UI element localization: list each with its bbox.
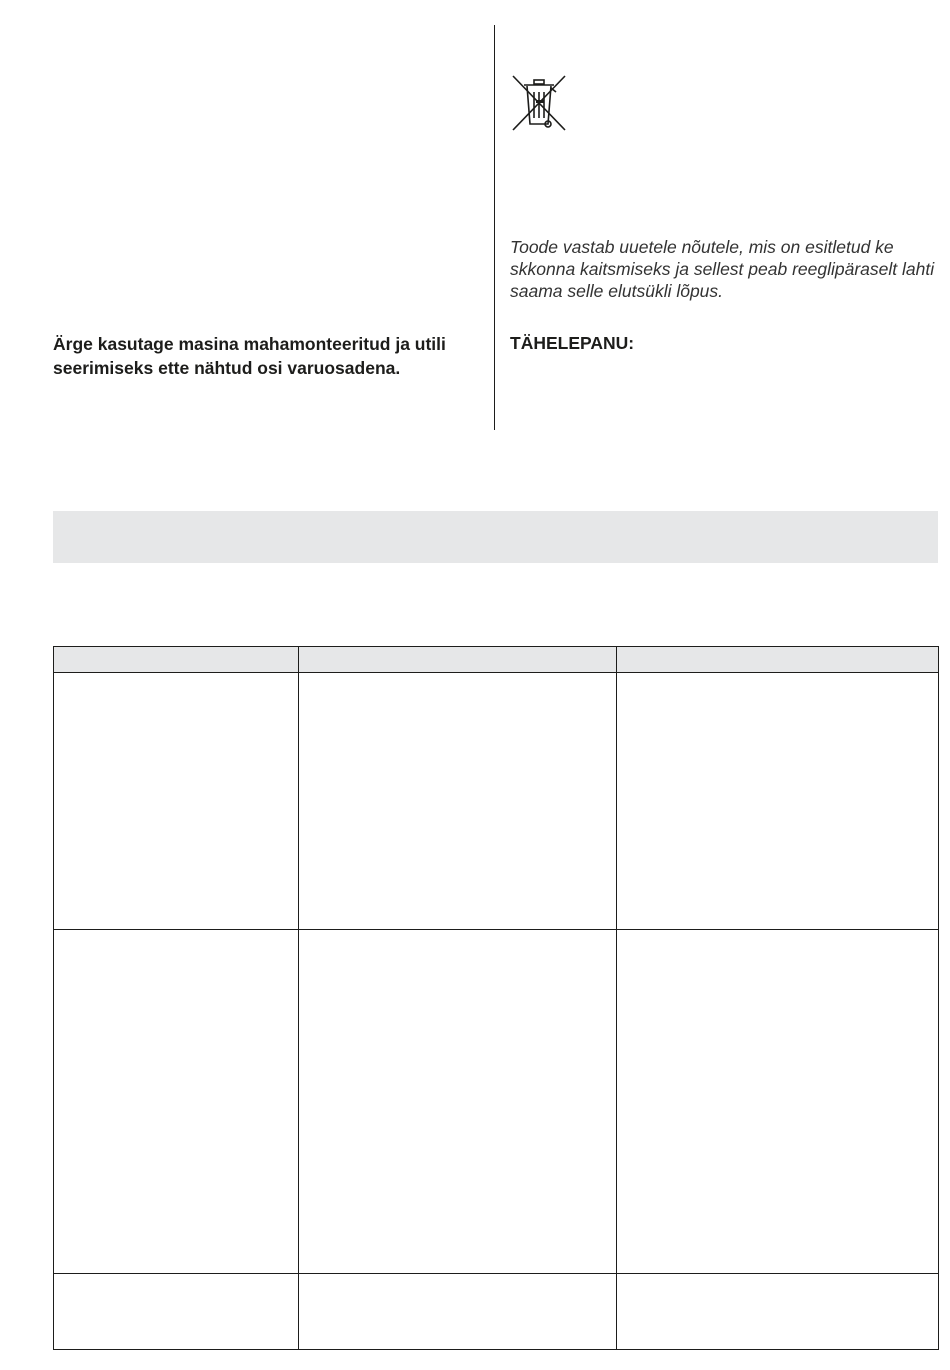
table-row bbox=[54, 1274, 939, 1350]
table-cell bbox=[299, 1274, 617, 1350]
attention-heading: TÄHELEPANU: bbox=[510, 333, 635, 353]
table-cell bbox=[617, 930, 939, 1274]
troubleshooting-table bbox=[53, 646, 939, 1350]
crossed-out-wheelie-bin-icon bbox=[508, 72, 570, 134]
table-cell bbox=[617, 1274, 939, 1350]
table-cell bbox=[54, 1274, 299, 1350]
table-cell bbox=[299, 673, 617, 930]
table-header-cell bbox=[299, 647, 617, 673]
table-header-cell bbox=[617, 647, 939, 673]
table-cell bbox=[299, 930, 617, 1274]
table-row bbox=[54, 930, 939, 1274]
table-header-cell bbox=[54, 647, 299, 673]
disposal-note: Toode vastab uuetele nõutele, mis on esitletud ke skkonna kaitsmiseks ja sellest peab reeglipäraselt lahti saama selle elutsükli lõpus. bbox=[510, 237, 935, 301]
table-cell bbox=[54, 673, 299, 930]
column-divider bbox=[494, 25, 495, 430]
table-header-row bbox=[54, 647, 939, 673]
table-row bbox=[54, 673, 939, 930]
table-cell bbox=[54, 930, 299, 1274]
section-title-band bbox=[53, 511, 938, 563]
spare-parts-warning: Ärge kasutage masina mahamonteeritud ja utili seerimiseks ette nähtud osi varuosadena. bbox=[53, 334, 446, 378]
table-cell bbox=[617, 673, 939, 930]
